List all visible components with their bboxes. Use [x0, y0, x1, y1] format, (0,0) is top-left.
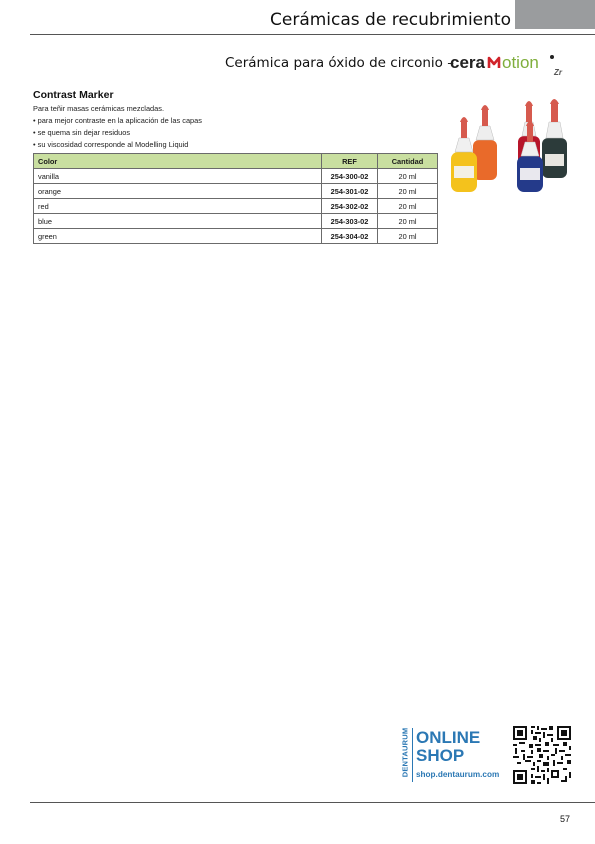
- product-description: [33, 103, 202, 151]
- color-cell: vanilla: [34, 169, 322, 184]
- bottle-vanilla: [451, 117, 477, 192]
- footer-divider: [30, 802, 595, 803]
- table-row: [34, 184, 438, 199]
- description-line: • para mejor contraste en la aplicación de las capas: [33, 116, 202, 125]
- product-table: [33, 153, 438, 244]
- ceramotion-logo: [448, 50, 573, 78]
- column-header-ref: REF: [322, 154, 378, 169]
- page-subtitle: Cerámica para óxido de circonio –: [225, 55, 454, 71]
- description-line: Para teñir masas cerámicas mezcladas.: [33, 104, 165, 113]
- page-title: Cerámicas de recubrimiento: [270, 10, 511, 30]
- header-tab: [515, 0, 595, 29]
- shop-divider: [412, 728, 413, 782]
- header-divider: [30, 34, 595, 35]
- product-title: Contrast Marker: [33, 89, 114, 101]
- ref-cell: 254-303-02: [322, 214, 378, 229]
- column-header-quantity: Cantidad: [378, 154, 438, 169]
- svg-text:otion: otion: [502, 53, 539, 72]
- column-header-color: Color: [34, 154, 322, 169]
- color-cell: red: [34, 199, 322, 214]
- table-row: [34, 199, 438, 214]
- ref-cell: 254-300-02: [322, 169, 378, 184]
- color-cell: blue: [34, 214, 322, 229]
- page-number: 57: [560, 814, 571, 824]
- bottle-green: [542, 99, 567, 178]
- description-line: • se quema sin dejar residuos: [33, 128, 131, 137]
- ref-cell: 254-301-02: [322, 184, 378, 199]
- table-row: [34, 229, 438, 244]
- svg-text:Zr: Zr: [554, 68, 562, 77]
- shop-title: ONLINE SHOP: [416, 728, 481, 765]
- table-header-row: [34, 154, 438, 169]
- quantity-cell: 20 ml: [378, 229, 438, 244]
- table-row: [34, 214, 438, 229]
- online-shop-promo[interactable]: [398, 724, 576, 786]
- quantity-cell: 20 ml: [378, 169, 438, 184]
- ref-cell: 254-304-02: [322, 229, 378, 244]
- qr-code-icon[interactable]: [513, 726, 571, 784]
- ref-cell: 254-302-02: [322, 199, 378, 214]
- quantity-cell: 20 ml: [378, 184, 438, 199]
- shop-url-link[interactable]: shop.dentaurum.com: [416, 770, 500, 779]
- color-cell: orange: [34, 184, 322, 199]
- quantity-cell: 20 ml: [378, 214, 438, 229]
- description-line: • su viscosidad corresponde al Modelling Liquid: [33, 140, 189, 149]
- table-row: [34, 169, 438, 184]
- quantity-cell: 20 ml: [378, 199, 438, 214]
- svg-text:cera: cera: [450, 53, 485, 72]
- brand-vertical-label: DENTAURUM: [400, 727, 410, 778]
- product-photo: [445, 94, 585, 204]
- color-cell: green: [34, 229, 322, 244]
